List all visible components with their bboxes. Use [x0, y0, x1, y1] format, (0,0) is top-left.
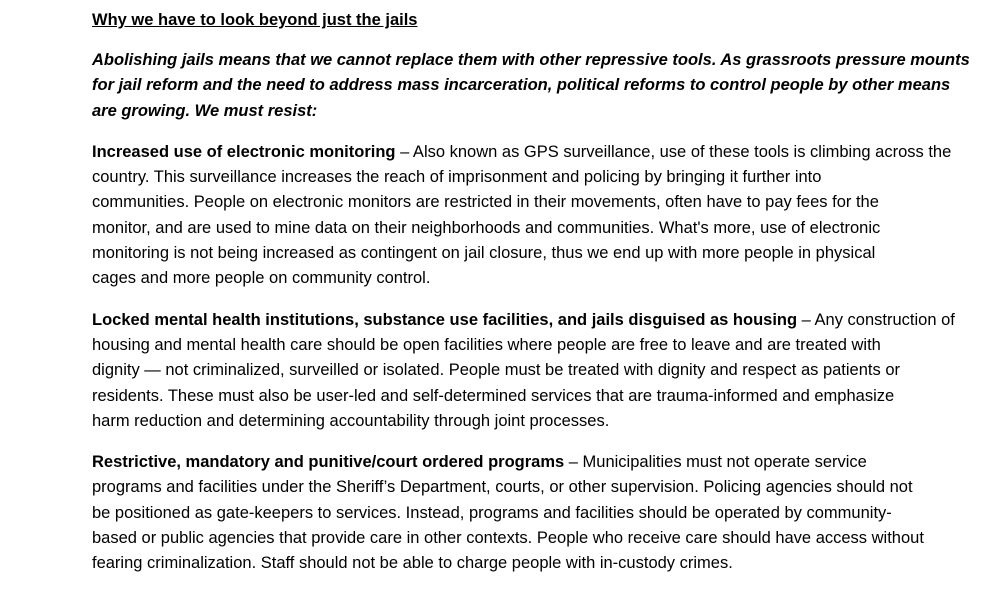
paragraph-line: residents. These must also be user-led and self-determined services that are trauma-informed and emphasize [92, 386, 895, 405]
paragraph-electronic-monitoring [92, 140, 952, 292]
paragraph-line: programs and facilities under the Sheriff’s Department, courts, or other supervision. Policing agencies should not [92, 478, 913, 497]
paragraph-line: be positioned as gate-keepers to services. Instead, programs and facilities should be operated by community- [92, 503, 892, 522]
paragraph-text: – Also known as GPS surveillance, use of these tools is climbing across the [395, 142, 952, 161]
paragraph-lead: Increased use of electronic monitoring [92, 142, 396, 161]
paragraph-first-line [92, 140, 952, 165]
paragraph-line: harm reduction and determining accountability through joint processes. [92, 411, 610, 430]
intro-line: for jail reform and the need to address mass incarceration, political reforms to control people by other means [92, 76, 951, 95]
paragraph-line: housing and mental health care should be open facilities where people are free to leave and are treated with [92, 335, 881, 354]
paragraph-text: – Municipalities must not operate service [564, 453, 867, 472]
paragraph-court-ordered-programs [92, 450, 942, 576]
paragraph-line: monitor, and are used to mine data on their neighborhoods and communities. What's more, use of electronic [92, 218, 881, 237]
paragraph-first-line [92, 450, 942, 475]
paragraph-line: country. This surveillance increases the reach of imprisonment and policing by bringing it further into [92, 168, 822, 187]
paragraph-line: dignity — not criminalized, surveilled or isolated. People must be treated with dignity and respect as patients or [92, 361, 901, 380]
section-heading: Why we have to look beyond just the jails [92, 11, 418, 29]
paragraph-line: communities. People on electronic monitors are restricted in their movements, often have to pay fees for the [92, 193, 879, 212]
document-body [92, 8, 970, 593]
paragraph-lead: Restrictive, mandatory and punitive/court ordered programs [92, 453, 565, 472]
paragraph-line: fearing criminalization. Staff should not be able to charge people with in-custody crimes. [92, 554, 733, 573]
intro-paragraph [92, 48, 970, 124]
paragraph-line: monitoring is not being increased as contingent on jail closure, thus we end up with more people in physical [92, 244, 876, 263]
intro-line: Abolishing jails means that we cannot replace them with other repressive tools. As grassroots pressure mounts [92, 51, 970, 69]
paragraph-locked-institutions [92, 308, 955, 434]
paragraph-line: cages and more people on community control. [92, 269, 431, 288]
paragraph-lead: Locked mental health institutions, substance use facilities, and jails disguised as housing [92, 310, 798, 329]
intro-line: are growing. We must resist: [92, 101, 318, 120]
paragraph-line: based or public agencies that provide care in other contexts. People who receive care should have access without [92, 529, 924, 548]
paragraph-text: – Any construction of [797, 310, 955, 329]
paragraph-first-line [92, 308, 955, 333]
